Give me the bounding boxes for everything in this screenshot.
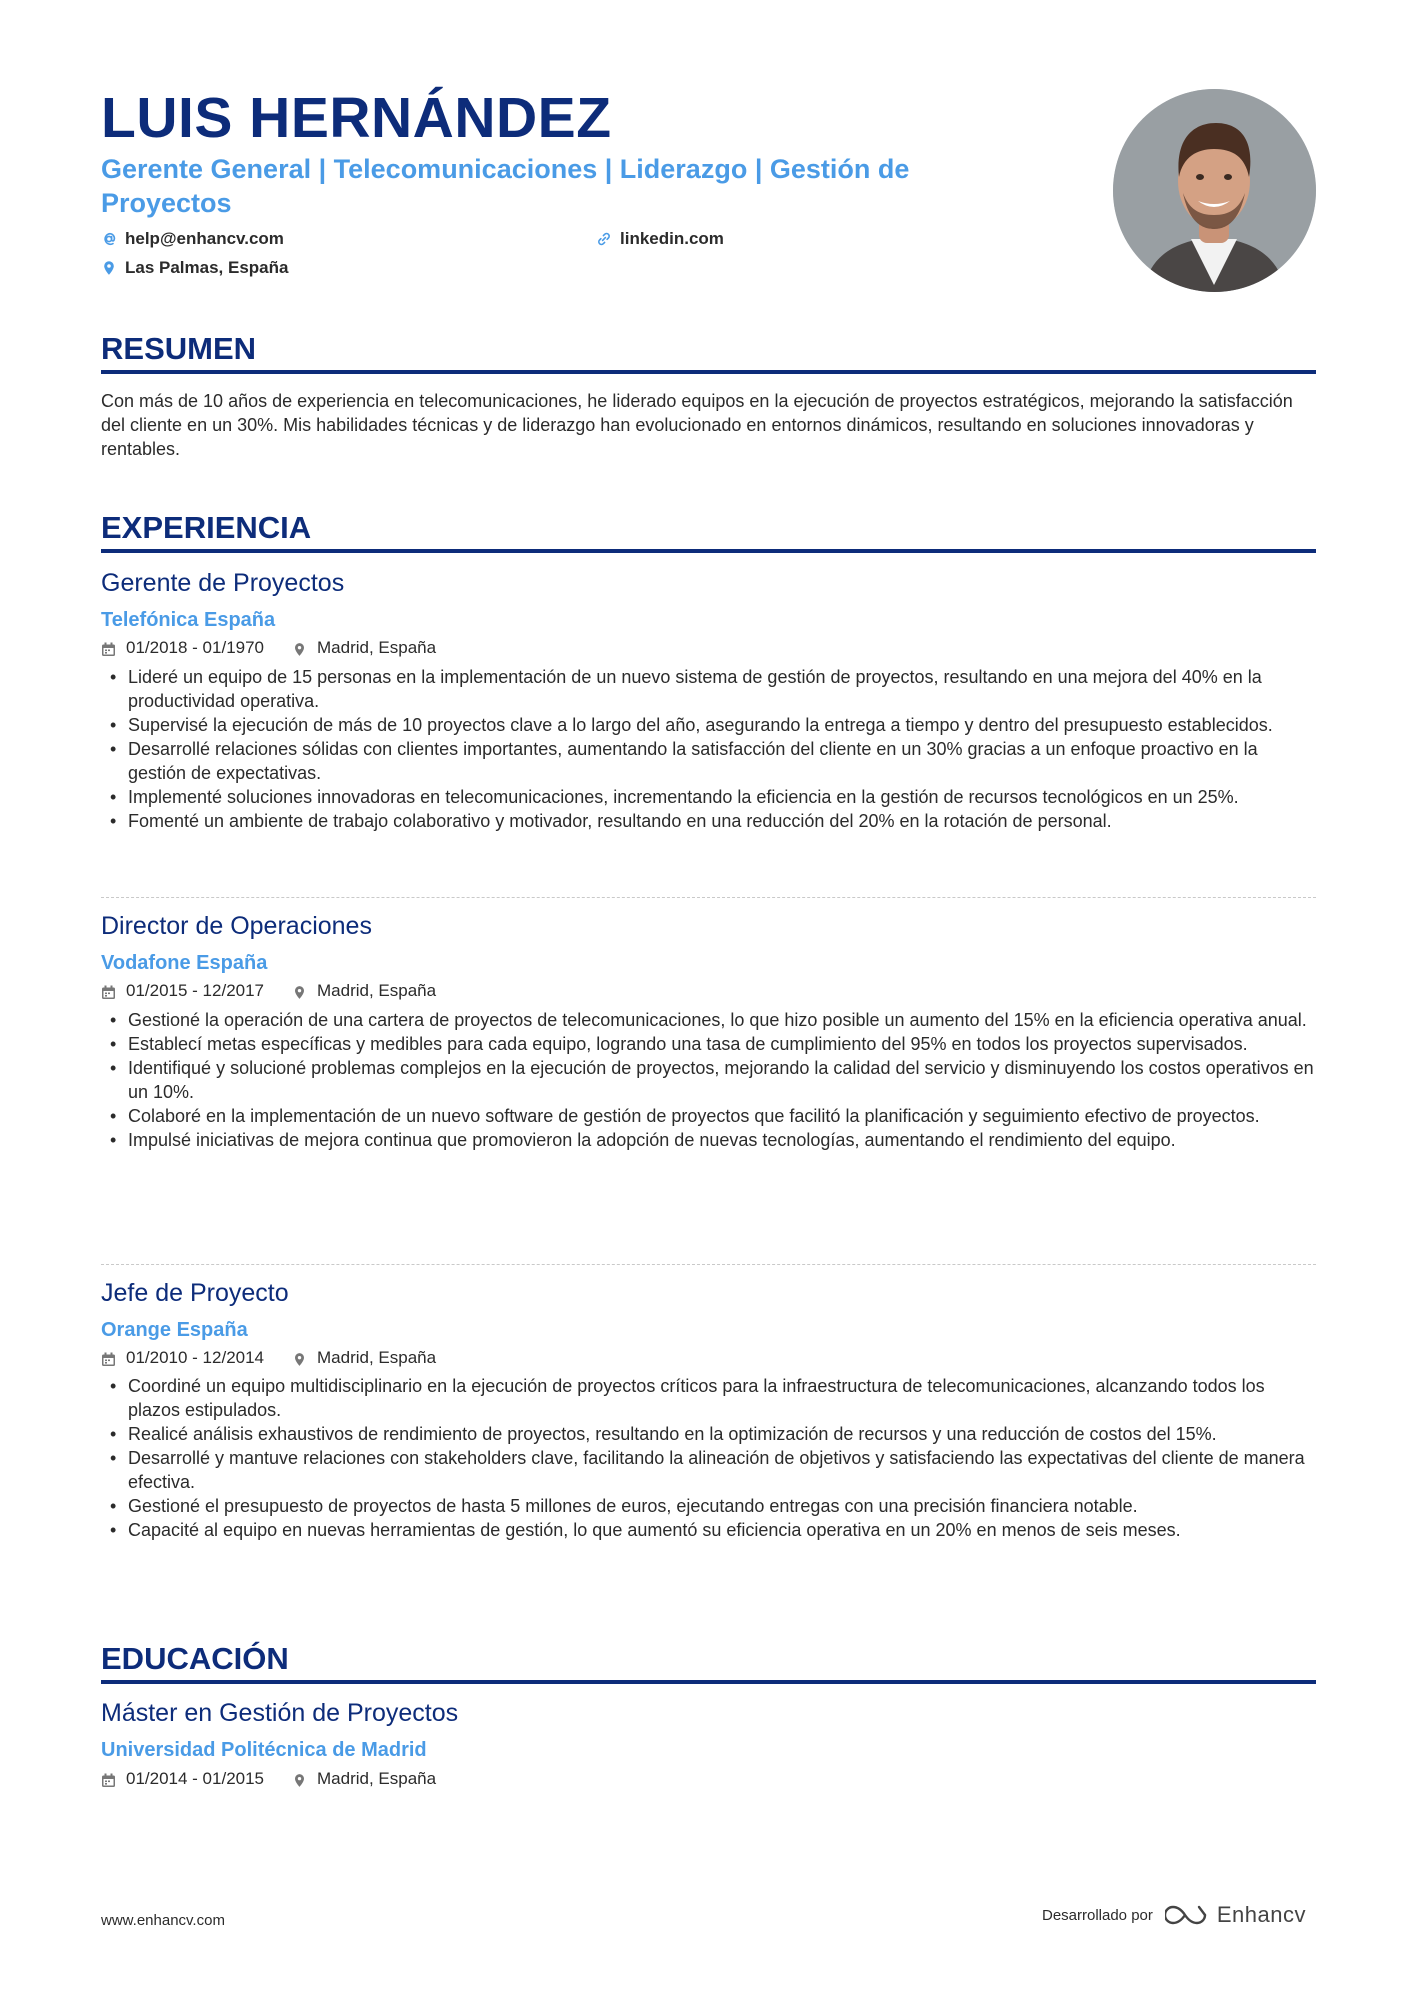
section-title-summary: RESUMEN bbox=[101, 331, 257, 366]
at-sign-icon bbox=[101, 231, 117, 247]
summary-text: Con más de 10 años de experiencia en telecomunicaciones, he liderado equipos en la ejecución de proyectos estratégicos, mejorando la satisfacción del cliente en un 30%. Mis habilidades técnicas y de liderazgo han evolucionado en entornos dinámicos, resultando en soluciones innovadoras y rentables. bbox=[101, 391, 1293, 459]
job-bullet: • Gestioné el presupuesto de proyectos de hasta 5 millones de euros, ejecutando entregas con una precisión financiera notable. bbox=[101, 1494, 1316, 1518]
job-meta bbox=[101, 637, 436, 659]
calendar-icon bbox=[101, 641, 116, 656]
section-title-experience: EXPERIENCIA bbox=[101, 510, 312, 545]
contact-location bbox=[101, 257, 288, 279]
footer-website[interactable]: www.enhancv.com bbox=[101, 1912, 225, 1929]
section-title-education: EDUCACIÓN bbox=[101, 1641, 289, 1676]
job-bullet: • Desarrollé y mantuve relaciones con stakeholders clave, facilitando la alineación de objetivos y satisfaciendo las expectativas del cliente de manera efectiva. bbox=[101, 1446, 1316, 1494]
job-meta bbox=[101, 980, 436, 1002]
job-bullet: • Gestioné la operación de una cartera de proyectos de telecomunicaciones, lo que hizo posible un aumento del 15% en la eficiencia operativa anual. bbox=[101, 1008, 1316, 1032]
location-pin-icon bbox=[101, 260, 117, 276]
job-company: Vodafone España bbox=[101, 952, 268, 974]
job-title: Gerente de Proyectos bbox=[101, 569, 345, 597]
job-dates: 01/2018 - 01/1970 bbox=[126, 638, 265, 657]
job-bullet: • Desarrollé relaciones sólidas con clientes importantes, aumentando la satisfacción del cliente en un 30% gracias a un enfoque proactivo en la gestión de expectativas. bbox=[101, 737, 1316, 785]
education-location-text: Madrid, España bbox=[317, 1769, 437, 1788]
enhancv-logo-icon bbox=[1165, 1903, 1211, 1927]
job-bullets bbox=[101, 1008, 1316, 1152]
resume-page bbox=[101, 0, 1316, 1995]
job-bullet: • Coordiné un equipo multidisciplinario en la ejecución de proyectos críticos para la infraestructura de telecomunicaciones, alcanzando todos los plazos estipulados. bbox=[101, 1374, 1316, 1422]
job-bullet: • Fomenté un ambiente de trabajo colaborativo y motivador, resultando en una reducción del 20% en la rotación de personal. bbox=[101, 809, 1316, 833]
job-company: Telefónica España bbox=[101, 609, 276, 631]
job-bullet: • Implementé soluciones innovadoras en telecomunicaciones, incrementando la eficiencia en la gestión de recursos tecnológicos en un 25%. bbox=[101, 785, 1316, 809]
section-divider bbox=[101, 1680, 1316, 1684]
education-school: Universidad Politécnica de Madrid bbox=[101, 1739, 427, 1761]
contact-linkedin[interactable] bbox=[596, 228, 724, 250]
job-dates: 01/2015 - 12/2017 bbox=[126, 981, 265, 1000]
calendar-icon bbox=[101, 1351, 116, 1366]
job-bullet: • Lideré un equipo de 15 personas en la implementación de un nuevo sistema de gestión de proyectos, resultando en una mejora del 40% en la productividad operativa. bbox=[101, 665, 1316, 713]
job-bullets bbox=[101, 1374, 1316, 1542]
footer-branding[interactable] bbox=[1042, 1902, 1306, 1928]
location-pin-icon bbox=[292, 1351, 307, 1366]
footer-powered-by: Desarrollado por bbox=[1041, 1906, 1153, 1924]
job-bullet: • Identifiqué y solucioné problemas complejos en la ejecución de proyectos, mejorando la calidad del servicio y disminuyendo los costos operativos en un 10%. bbox=[101, 1056, 1316, 1104]
job-location bbox=[292, 1347, 436, 1369]
contact-email[interactable] bbox=[101, 228, 284, 250]
contact-email-text: help@enhancv.com bbox=[125, 229, 284, 248]
job-bullet: • Establecí metas específicas y medibles para cada equipo, logrando una tasa de cumplimiento del 95% en todos los proyectos supervisados. bbox=[101, 1032, 1316, 1056]
calendar-icon bbox=[101, 984, 116, 999]
education-dates: 01/2014 - 01/2015 bbox=[126, 1769, 265, 1788]
job-meta bbox=[101, 1347, 436, 1369]
job-bullets bbox=[101, 665, 1316, 833]
job-location-text: Madrid, España bbox=[317, 1348, 437, 1367]
job-title: Jefe de Proyecto bbox=[101, 1279, 289, 1307]
calendar-icon bbox=[101, 1772, 116, 1787]
section-divider bbox=[101, 549, 1316, 553]
profile-photo bbox=[1113, 89, 1316, 292]
section-divider bbox=[101, 370, 1316, 374]
location-pin-icon bbox=[292, 1772, 307, 1787]
job-separator bbox=[101, 1264, 1316, 1265]
candidate-headline: Gerente General | Telecomunicaciones | Liderazgo | Gestión de Proyectos bbox=[101, 154, 910, 218]
job-location-text: Madrid, España bbox=[317, 981, 437, 1000]
job-location bbox=[292, 637, 436, 659]
footer-brand: Enhancv bbox=[1216, 1902, 1306, 1927]
job-location bbox=[292, 980, 436, 1002]
job-bullet: • Impulsé iniciativas de mejora continua que promovieron la adopción de nuevas tecnologías, aumentando el rendimiento del equipo. bbox=[101, 1128, 1316, 1152]
location-pin-icon bbox=[292, 984, 307, 999]
job-separator bbox=[101, 897, 1316, 898]
education-location bbox=[292, 1768, 436, 1790]
education-degree: Máster en Gestión de Proyectos bbox=[101, 1699, 459, 1727]
candidate-name: LUIS HERNÁNDEZ bbox=[101, 86, 612, 150]
job-location-text: Madrid, España bbox=[317, 638, 437, 657]
job-bullet: • Colaboré en la implementación de un nuevo software de gestión de proyectos que facilitó la planificación y seguimiento efectivo de proyectos. bbox=[101, 1104, 1316, 1128]
education-meta bbox=[101, 1768, 436, 1790]
job-bullet: • Realicé análisis exhaustivos de rendimiento de proyectos, resultando en la optimización de recursos y una reducción de costos del 15%. bbox=[101, 1422, 1316, 1446]
job-bullet: • Supervisé la ejecución de más de 10 proyectos clave a lo largo del año, asegurando la entrega a tiempo y dentro del presupuesto establecidos. bbox=[101, 713, 1316, 737]
job-title: Director de Operaciones bbox=[101, 912, 372, 940]
job-bullet: • Capacité al equipo en nuevas herramientas de gestión, lo que aumentó su eficiencia operativa en un 20% en menos de seis meses. bbox=[101, 1518, 1316, 1542]
link-icon bbox=[596, 231, 612, 247]
contact-location-text: Las Palmas, España bbox=[125, 258, 289, 277]
location-pin-icon bbox=[292, 641, 307, 656]
job-dates: 01/2010 - 12/2014 bbox=[126, 1348, 265, 1367]
job-company: Orange España bbox=[101, 1319, 248, 1341]
contact-linkedin-text: linkedin.com bbox=[620, 229, 724, 248]
